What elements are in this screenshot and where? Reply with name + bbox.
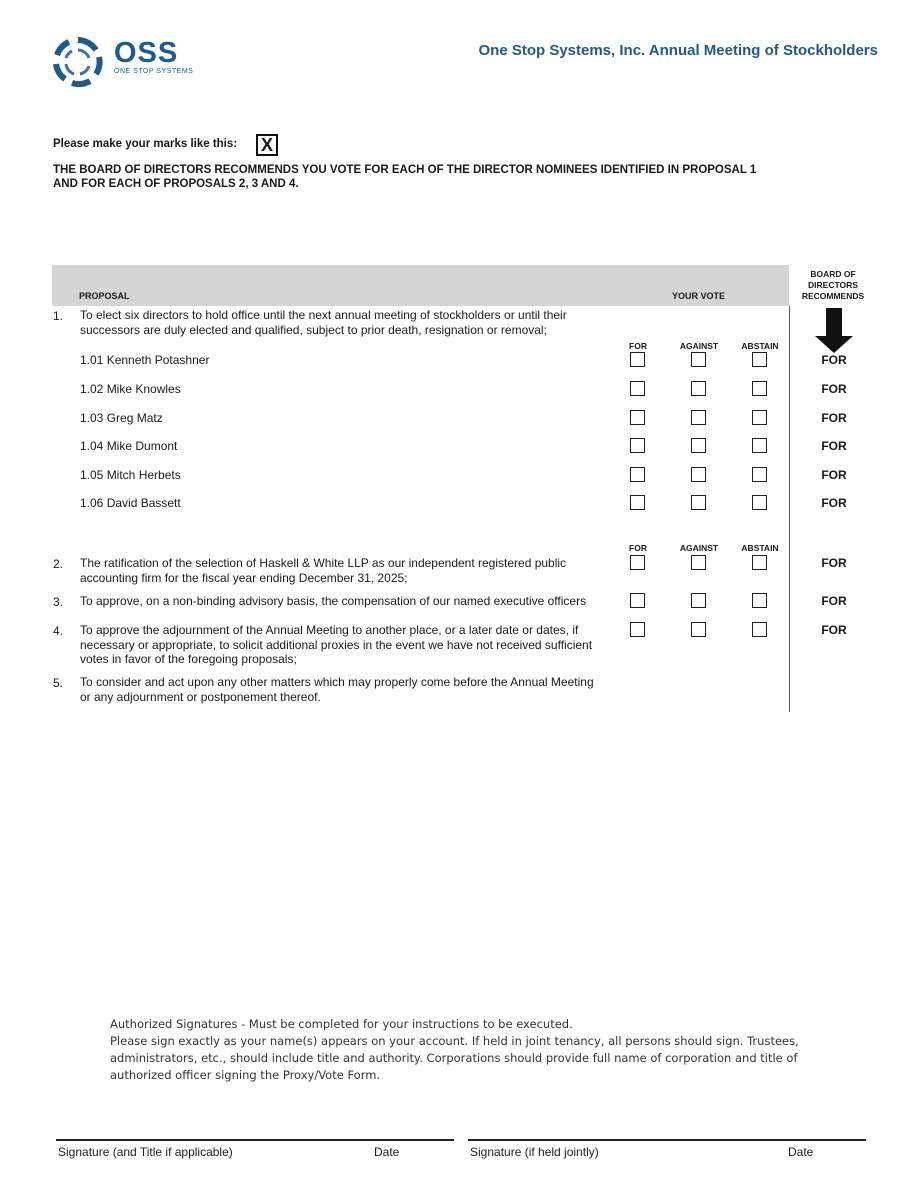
nominee-6-recommendation: FOR [821,496,847,510]
board-recommendation [53,163,823,191]
board-header-line-2: DIRECTORS [808,280,858,290]
nominee-label: 1.05 Mitch Herbets [80,468,181,482]
nominee-5-against-checkbox[interactable] [691,467,706,482]
nominee-label: 1.04 Mike Dumont [80,439,178,453]
proposal-3-text: To approve, on a non-binding advisory basis, the compensation of our named executive officers [80,594,587,608]
proposal-4-abstain-checkbox[interactable] [752,622,767,637]
proposal-1-text [80,308,620,337]
nominee-1-abstain-checkbox[interactable] [752,352,767,367]
logo-text: OSS [114,37,179,69]
proposal-3-recommendation: FOR [821,594,847,608]
nominee-4-recommendation: FOR [821,439,847,453]
proposal-5-line-2: or any adjournment or postponement thereof. [80,689,321,704]
proposal-1-number: 1. [53,309,64,323]
example-mark-box: X [256,134,278,156]
nominee-6-for-checkbox[interactable] [630,495,645,510]
nominee-4-abstain-checkbox[interactable] [752,438,767,453]
nominee-3-recommendation: FOR [821,411,847,425]
vote-header-for: FOR [629,543,647,553]
proposal-3-against-checkbox[interactable] [691,593,706,608]
proposal-5-number: 5. [53,676,64,690]
proposal-1-line-1: To elect six directors to hold office until the next annual meeting of stockholders or until their [80,308,567,322]
proposal-2-abstain-checkbox[interactable] [752,555,767,570]
logo-mark-icon [52,36,104,88]
nominee-4-for-checkbox[interactable] [630,438,645,453]
authorized-signatures-note [110,1016,810,1084]
nominee-2-recommendation: FOR [821,382,847,396]
recommendation-line-2: AND FOR EACH OF PROPOSALS 2, 3 AND 4. [53,178,299,190]
column-header-proposal: PROPOSAL [79,291,130,301]
nominee-label: 1.02 Mike Knowles [80,382,181,396]
board-header-line-1: BOARD OF [810,269,856,279]
authorized-line-1: Authorized Signatures - Must be completed for your instructions to be executed. [110,1017,573,1031]
proposal-4-recommendation: FOR [821,623,847,637]
page-title: One Stop Systems, Inc. Annual Meeting of Stockholders [478,42,878,59]
company-logo [52,36,202,86]
nominee-4-against-checkbox[interactable] [691,438,706,453]
proposal-2-number: 2. [53,557,64,571]
marks-instruction: Please make your marks like this: [53,138,238,150]
date-2-label: Date [788,1145,814,1159]
date-1-label: Date [374,1145,400,1159]
proposal-4-text [80,623,620,667]
nominee-6-against-checkbox[interactable] [691,495,706,510]
proposal-4-against-checkbox[interactable] [691,622,706,637]
nominee-5-recommendation: FOR [821,468,847,482]
proposal-4-line-1: To approve the adjournment of the Annual Meeting to another place, or a later date or dates, if [80,623,579,637]
recommendation-line-1: THE BOARD OF DIRECTORS RECOMMENDS YOU VOTE FOR EACH OF THE DIRECTOR NOMINEES IDENTIFIED IN PROPOSAL 1 [53,164,757,176]
vote-header-abstain: ABSTAIN [741,341,779,351]
proposal-2-recommendation: FOR [821,556,847,570]
proposal-2-for-checkbox[interactable] [630,555,645,570]
nominee-1-recommendation: FOR [821,353,847,367]
nominee-1-against-checkbox[interactable] [691,352,706,367]
vote-header-abstain: ABSTAIN [741,543,779,553]
nominee-label: 1.06 David Bassett [80,496,181,510]
proposal-3-for-checkbox[interactable] [630,593,645,608]
column-header-your-vote: YOUR VOTE [672,291,726,301]
proposal-4-for-checkbox[interactable] [630,622,645,637]
vote-header-for: FOR [629,341,647,351]
proposal-2-against-checkbox[interactable] [691,555,706,570]
nominee-1-for-checkbox[interactable] [630,352,645,367]
authorized-line-4: authorized officer signing the Proxy/Vote Form. [110,1068,381,1082]
column-divider [789,306,790,712]
nominee-2-abstain-checkbox[interactable] [752,381,767,396]
signature-line-2[interactable] [468,1139,866,1141]
authorized-line-3: administrators, etc., should include title and authority. Corporations should provide full name of corporation and title of [110,1051,798,1065]
nominee-2-for-checkbox[interactable] [630,381,645,396]
signature-1-label: Signature (and Title if applicable) [58,1145,233,1159]
nominee-3-against-checkbox[interactable] [691,410,706,425]
nominee-6-abstain-checkbox[interactable] [752,495,767,510]
down-arrow-head-icon [815,336,853,353]
nominee-label: 1.03 Greg Matz [80,411,163,425]
vote-header-against: AGAINST [679,341,719,351]
nominee-2-against-checkbox[interactable] [691,381,706,396]
proposal-2-line-2: accounting firm for the fiscal year ending December 31, 2025; [80,570,408,585]
nominee-3-abstain-checkbox[interactable] [752,410,767,425]
proposal-2-line-1: The ratification of the selection of Haskell & White LLP as our independent registered public [80,556,567,570]
column-header-board-recommends [797,269,869,302]
board-header-line-3: RECOMMENDS [801,291,865,301]
down-arrow-icon [826,308,842,336]
proposal-5-text [80,675,620,704]
vote-header-against: AGAINST [679,543,719,553]
nominee-label: 1.01 Kenneth Potashner [80,353,210,367]
proposal-3-number: 3. [53,595,64,609]
authorized-line-2: Please sign exactly as your name(s) appears on your account. If held in joint tenancy, all persons should sign. Trustees, [110,1034,799,1048]
signature-line-1[interactable] [56,1139,454,1141]
nominee-3-for-checkbox[interactable] [630,410,645,425]
proposal-4-number: 4. [53,624,64,638]
proposal-3-abstain-checkbox[interactable] [752,593,767,608]
nominee-5-for-checkbox[interactable] [630,467,645,482]
proposal-5-line-1: To consider and act upon any other matters which may properly come before the Annual Meeting [80,675,594,689]
proposal-1-line-2: successors are duly elected and qualified, subject to prior death, resignation or removal; [80,322,547,337]
proposal-4-line-2: necessary or appropriate, to solicit additional proxies in the event we have not received sufficient [80,637,593,652]
proposal-4-line-3: votes in favor of the foregoing proposals; [80,652,297,666]
logo-subtext: ONE STOP SYSTEMS [114,68,194,75]
signature-2-label: Signature (if held jointly) [470,1145,599,1159]
nominee-5-abstain-checkbox[interactable] [752,467,767,482]
proposal-2-text [80,556,620,585]
